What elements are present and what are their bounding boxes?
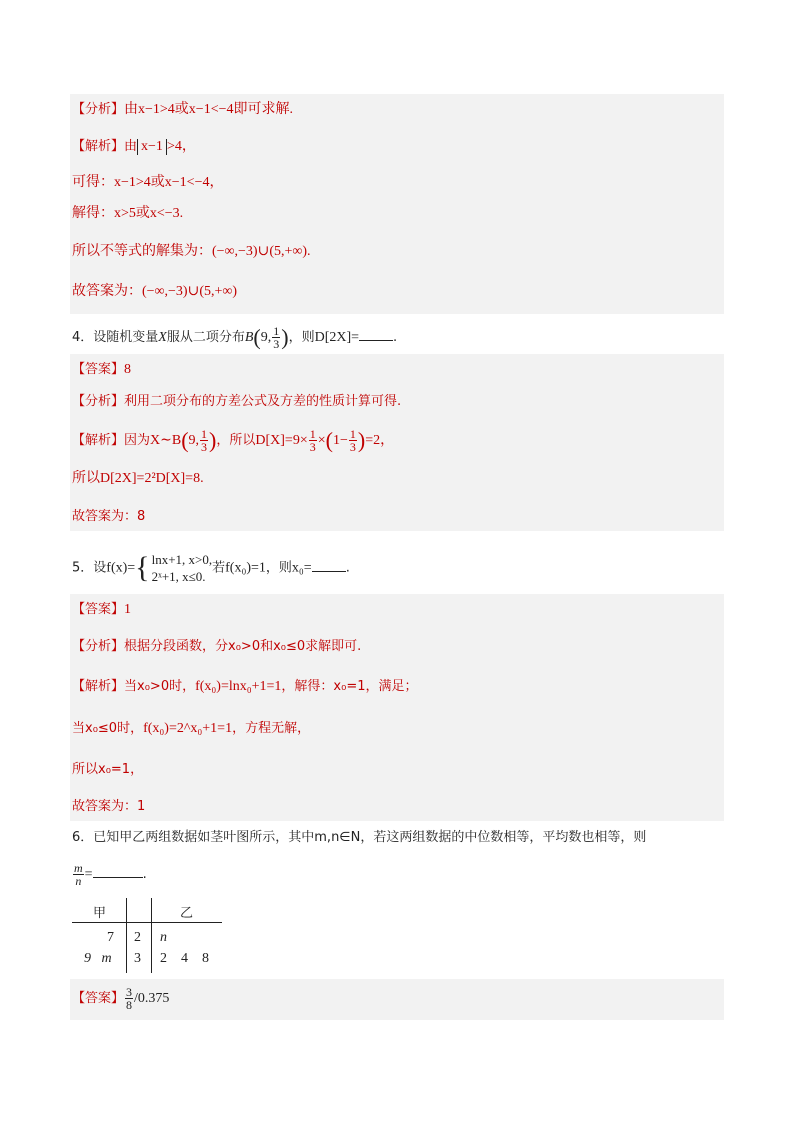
q4-end: . xyxy=(393,330,398,345)
solution-step-4-2: 所以D[2X]=2²D[X]=8. xyxy=(72,471,204,486)
left-header: 甲 xyxy=(93,906,107,921)
case-1: lnx+1, x>0, xyxy=(151,552,213,567)
q4-frac-num: 1 xyxy=(273,324,280,338)
sol-text-2: ，解得：x₀=1，满足； xyxy=(281,679,418,694)
final-answer-4: 故答案为：8 xyxy=(72,509,146,524)
line2-text-2: ，方程无解， xyxy=(232,721,311,736)
analysis-tag: 【分析】 xyxy=(72,102,125,117)
analysis-text: 根据分段函数，分x₀>0和x₀≤0求解即可. xyxy=(124,639,362,654)
solution-tag: 【解析】 xyxy=(72,139,125,154)
sol-var: D[X]=9× xyxy=(255,433,308,448)
q4-fraction xyxy=(272,325,280,350)
question-5: 5．设f(x)={ lnx+1, x>0, 2ˣ+1, x≤0. 若f(x₀)=1，则x₀= . xyxy=(72,551,350,584)
answer-line-5 xyxy=(72,600,131,620)
row1-stem: 2 xyxy=(134,930,141,945)
analysis-line-3 xyxy=(72,100,293,120)
sol-dist: X∼B xyxy=(150,433,182,448)
final-answer-5: 故答案为：1 xyxy=(72,799,146,814)
answer-tag: 【答案】 xyxy=(72,991,125,1006)
solution-step-2: 可得：x−1>4或x−1<−4， xyxy=(72,175,224,190)
question-6: 6．已知甲乙两组数据如茎叶图所示，其中m,n∈N，若这两组数据的中位数相等，平均数也相等，则 xyxy=(72,830,647,845)
plot-header-rule xyxy=(72,922,222,923)
q5-end: . xyxy=(345,560,350,576)
answer-line-6 xyxy=(72,984,169,1014)
q4-dist-first: 9, xyxy=(260,330,272,345)
q4-var: X xyxy=(158,330,167,345)
solution-tag: 【解析】 xyxy=(72,679,125,694)
answer-blank xyxy=(359,328,393,341)
q4-mid: 服从二项分布 xyxy=(166,330,245,345)
q5-pre: 5．设 xyxy=(72,560,107,576)
solution-block-5 xyxy=(70,594,724,821)
abs-expression: x−1 xyxy=(137,139,167,155)
sol-frac-den: 3 xyxy=(201,440,208,454)
plot-divider-left xyxy=(126,898,127,973)
solution-step-4: 所以不等式的解集为：(−∞,−3)∪(5,+∞). xyxy=(72,244,311,259)
sol-paren: 1− xyxy=(332,433,348,448)
answer-tag: 【答案】 xyxy=(72,362,125,377)
solution-tag: 【解析】 xyxy=(72,433,125,448)
case-2: 2ˣ+1, x≤0. xyxy=(151,569,206,584)
final-answer-3: 故答案为：(−∞,−3)∪(5,+∞) xyxy=(72,284,238,299)
q5-ask: x₀= xyxy=(291,560,312,576)
answer-blank xyxy=(312,559,346,572)
analysis-text: 由x−1>4或x−1<−4即可求解. xyxy=(124,102,293,117)
answer-value: 8 xyxy=(124,362,132,377)
q6-frac-den: n xyxy=(75,874,82,888)
sol-expr: f(x₀)=lnx₀+1=1 xyxy=(195,679,282,694)
solution-line-4: 【解析】因为X∼B(9, $\frac{1}{3}$ )，所以D[X]=9× $\frac{1}{3}$ ×(1− $\frac{1}{3}$ )=2， xyxy=(72,427,395,454)
sol-text-1: 当x₀>0时， xyxy=(124,679,196,694)
right-header: 乙 xyxy=(180,906,194,921)
q4-post: ，则 xyxy=(288,330,315,345)
q5-cond: f(x₀)=1 xyxy=(225,560,266,576)
row2-left: 9 m xyxy=(84,951,112,966)
analysis-line-4 xyxy=(72,392,401,412)
answer-tag: 【答案】 xyxy=(72,602,125,617)
analysis-tag: 【分析】 xyxy=(72,639,125,654)
analysis-line-5 xyxy=(72,637,361,657)
analysis-tag: 【分析】 xyxy=(72,394,125,409)
solution-step-5-3: 所以x₀=1， xyxy=(72,762,144,777)
q6-end: . xyxy=(142,867,147,882)
sol-fraction-2: $\frac{1}{3}$ xyxy=(309,427,316,454)
a6-alt: /0.375 xyxy=(134,991,170,1006)
solution-line-5 xyxy=(72,677,418,697)
q6-frac-num: m xyxy=(74,861,83,875)
line2-expr: f(x₀)=2^x₀+1=1 xyxy=(143,721,233,736)
answer-value: 1 xyxy=(124,602,132,617)
solution-step-3: 解得：x>5或x<−3. xyxy=(72,206,184,221)
solution-suffix: >4， xyxy=(166,139,196,154)
q5-fx: f(x)= xyxy=(106,560,136,576)
sol-text-2: ，所以 xyxy=(216,433,256,448)
sol-tail: =2， xyxy=(365,433,395,448)
sol-frac-num: 1 xyxy=(201,427,208,441)
answer-blank xyxy=(93,865,143,878)
solution-prefix: 由 xyxy=(124,139,138,154)
piecewise-cases xyxy=(152,551,213,585)
row2-stem: 3 xyxy=(134,951,141,966)
plot-divider-right xyxy=(151,898,152,973)
q4-ask: D[2X]= xyxy=(314,330,360,345)
sol-fraction xyxy=(200,428,208,453)
question-4: 4．设随机变量X服从二项分布B(9, $\frac{1}{3}$ )，则D[2X]= . xyxy=(72,324,398,351)
row2-right: 2 4 8 xyxy=(160,951,209,966)
solution-step-5-2 xyxy=(72,719,310,739)
row1-right: n xyxy=(160,930,167,945)
a6-frac-num: 3 xyxy=(126,985,133,999)
q4-frac-den: 3 xyxy=(273,337,280,351)
answer-line-4 xyxy=(72,360,131,380)
q5-mid: 若 xyxy=(212,560,226,576)
row1-left: 7 xyxy=(107,930,114,945)
q5-post: ，则 xyxy=(265,560,292,576)
q6-fraction xyxy=(73,862,84,887)
q4-dist: B xyxy=(244,330,254,345)
sol-text-1: 因为 xyxy=(124,433,151,448)
line2-text-1: 当x₀≤0时， xyxy=(72,721,144,736)
question-6-line2 xyxy=(72,860,147,890)
sol-dist-first: 9, xyxy=(188,433,200,448)
sol-fraction-3: $\frac{1}{3}$ xyxy=(349,427,356,454)
solution-line-3 xyxy=(72,137,196,157)
analysis-text: 利用二项分布的方差公式及方差的性质计算可得. xyxy=(124,394,402,409)
a6-frac-den: 8 xyxy=(126,998,133,1012)
a6-fraction xyxy=(125,986,133,1011)
q4-pre: 4．设随机变量 xyxy=(72,330,159,345)
q6-eq: = xyxy=(84,867,93,882)
